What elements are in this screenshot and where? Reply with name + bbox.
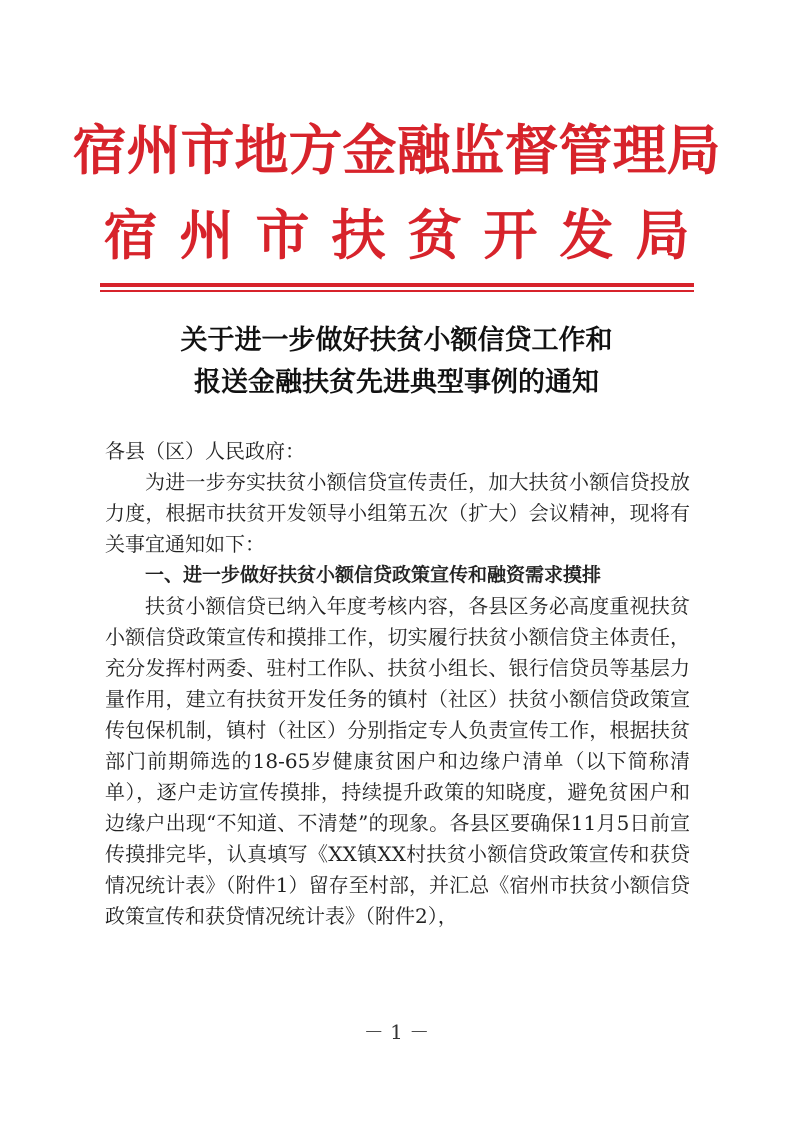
red-separator-thin-line: [100, 290, 694, 292]
salutation: 各县（区）人民政府：: [105, 439, 305, 463]
document-title-line-1: 关于进一步做好扶贫小额信贷工作和: [180, 325, 613, 356]
red-separator-line: [100, 283, 694, 287]
document-title-line-2: 报送金融扶贫先进典型事例的通知: [194, 367, 599, 398]
section-1-paragraph: 扶贫小额信贷已纳入年度考核内容，各县区务必高度重视扶贫小额信贷政策宣传和摸排工作，切实履行扶贫小额信贷主体责任，充分发挥村两委、驻村工作队、扶贫小组长、银行信贷员等基层力量作用，建立有扶贫开发任务的镇村（社区）扶贫小额信贷政策宣传包保机制，镇村（社区）分别指定专人负责宣传工作，根据扶贫部门前期筛选的18-65岁健康贫困户和边缘户清单（以下简称清单），逐户走访宣传摸排，持续提升政策的知晓度，避免贫困户和边缘户出现“不知道、不清楚”的现象。各县区要确保11月5日前宣传摸排完毕，认真填写《XX镇XX村扶贫小额信贷政策宣传和获贷情况统计表》（附件1）留存至村部，并汇总《宿州市扶贫小额信贷政策宣传和获贷情况统计表》（附件2），: [105, 594, 690, 928]
section-1-heading: 一、进一步做好扶贫小额信贷政策宣传和融资需求摸排: [145, 564, 602, 586]
page-number: － 1 －: [363, 1020, 430, 1044]
issuing-agency-1: 宿州市地方金融监督管理局: [72, 118, 721, 182]
intro-paragraph: 为进一步夯实扶贫小额信贷宣传责任，加大扶贫小额信贷投放力度，根据市扶贫开发领导小组第五次（扩大）会议精神，现将有关事宜通知如下：: [105, 470, 690, 556]
document-body: [105, 436, 690, 932]
issuing-agency-2: 宿州市扶贫开发局: [103, 203, 712, 267]
